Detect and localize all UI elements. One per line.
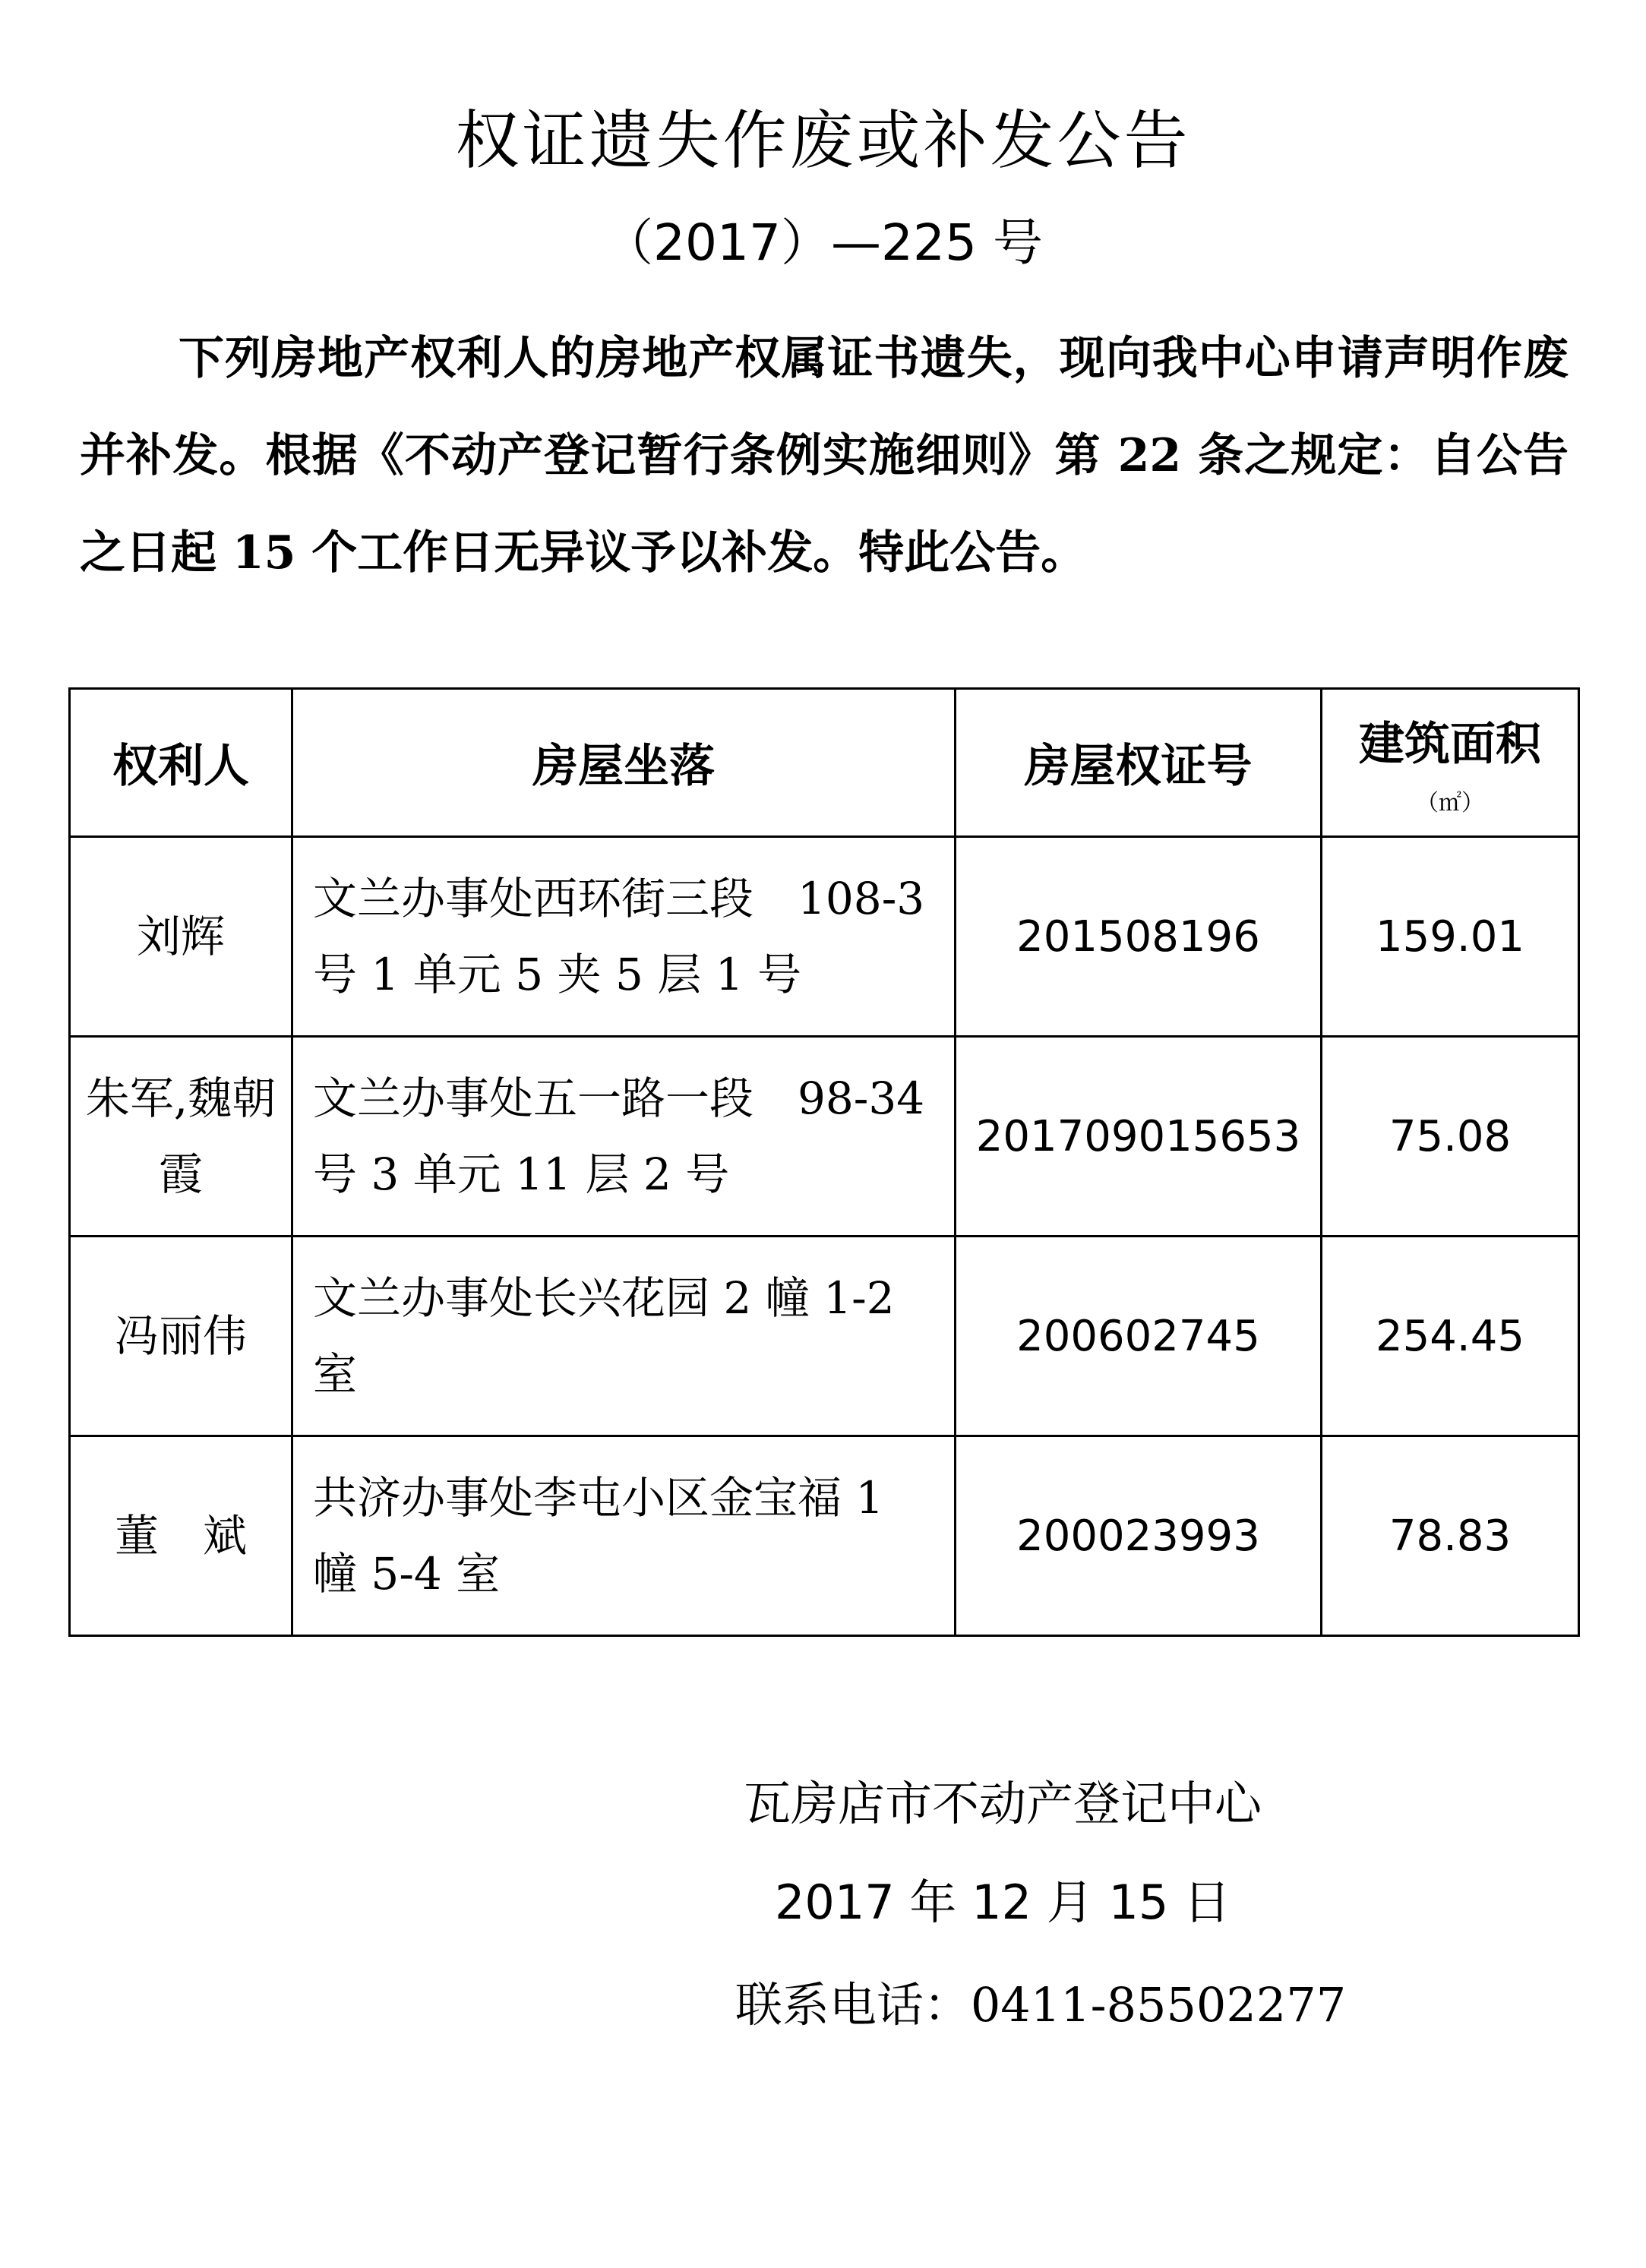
area-cell: 254.45 — [1322, 1237, 1579, 1436]
table-row — [70, 837, 1579, 1037]
cert-cell: 200023993 — [956, 1436, 1322, 1636]
owner-cell: 冯丽伟 — [70, 1237, 292, 1436]
contact-phone: 联系电话：0411-85502277 — [735, 1977, 1347, 2033]
table-row — [70, 1237, 1579, 1436]
issuing-organization: 瓦房店市不动产登记中心 — [743, 1776, 1262, 1831]
header-cert: 房屋权证号 — [956, 689, 1322, 837]
owner-cell: 董 斌 — [70, 1436, 292, 1636]
area-cell: 159.01 — [1322, 837, 1579, 1037]
header-owner: 权利人 — [70, 689, 292, 837]
owner-cell: 朱军,魏朝霞 — [70, 1037, 292, 1237]
location-cell: 文兰办事处西环街三段 108-3 号 1 单元 5 夹 5 层 1 号 — [292, 837, 956, 1037]
location-cell: 共济办事处李屯小区金宝福 1 幢 5-4 室 — [292, 1436, 956, 1636]
area-cell: 78.83 — [1322, 1436, 1579, 1636]
notice-table — [68, 687, 1580, 1637]
location-cell: 文兰办事处五一路一段 98-34 号 3 单元 11 层 2 号 — [292, 1037, 956, 1237]
table-row — [70, 1037, 1579, 1237]
page-title: 权证遗失作废或补发公告 — [455, 103, 1191, 178]
document-number: （2017）—225 号 — [603, 213, 1043, 272]
header-area-label: 建筑面积 — [1359, 718, 1541, 771]
area-cell: 75.08 — [1322, 1037, 1579, 1237]
header-area-unit: （㎡） — [1416, 790, 1484, 817]
issue-date: 2017 年 12 月 15 日 — [774, 1875, 1231, 1930]
cert-cell: 201709015653 — [956, 1037, 1322, 1237]
cert-cell: 201508196 — [956, 837, 1322, 1037]
table-row — [70, 1436, 1579, 1636]
intro-paragraph: 下列房地产权利人的房地产权属证书遗失，现向我中心申请声明作废并补发。根据《不动产登记暂行条例实施细则》第 22 条之规定：自公告之日起 15 个工作日无异议予以补发。特此公告。 — [80, 332, 1569, 580]
table-header-row — [70, 689, 1579, 837]
header-location: 房屋坐落 — [292, 689, 956, 837]
header-area — [1322, 689, 1579, 837]
owner-cell: 刘辉 — [70, 837, 292, 1037]
location-cell: 文兰办事处长兴花园 2 幢 1-2 室 — [292, 1237, 956, 1436]
cert-cell: 200602745 — [956, 1237, 1322, 1436]
